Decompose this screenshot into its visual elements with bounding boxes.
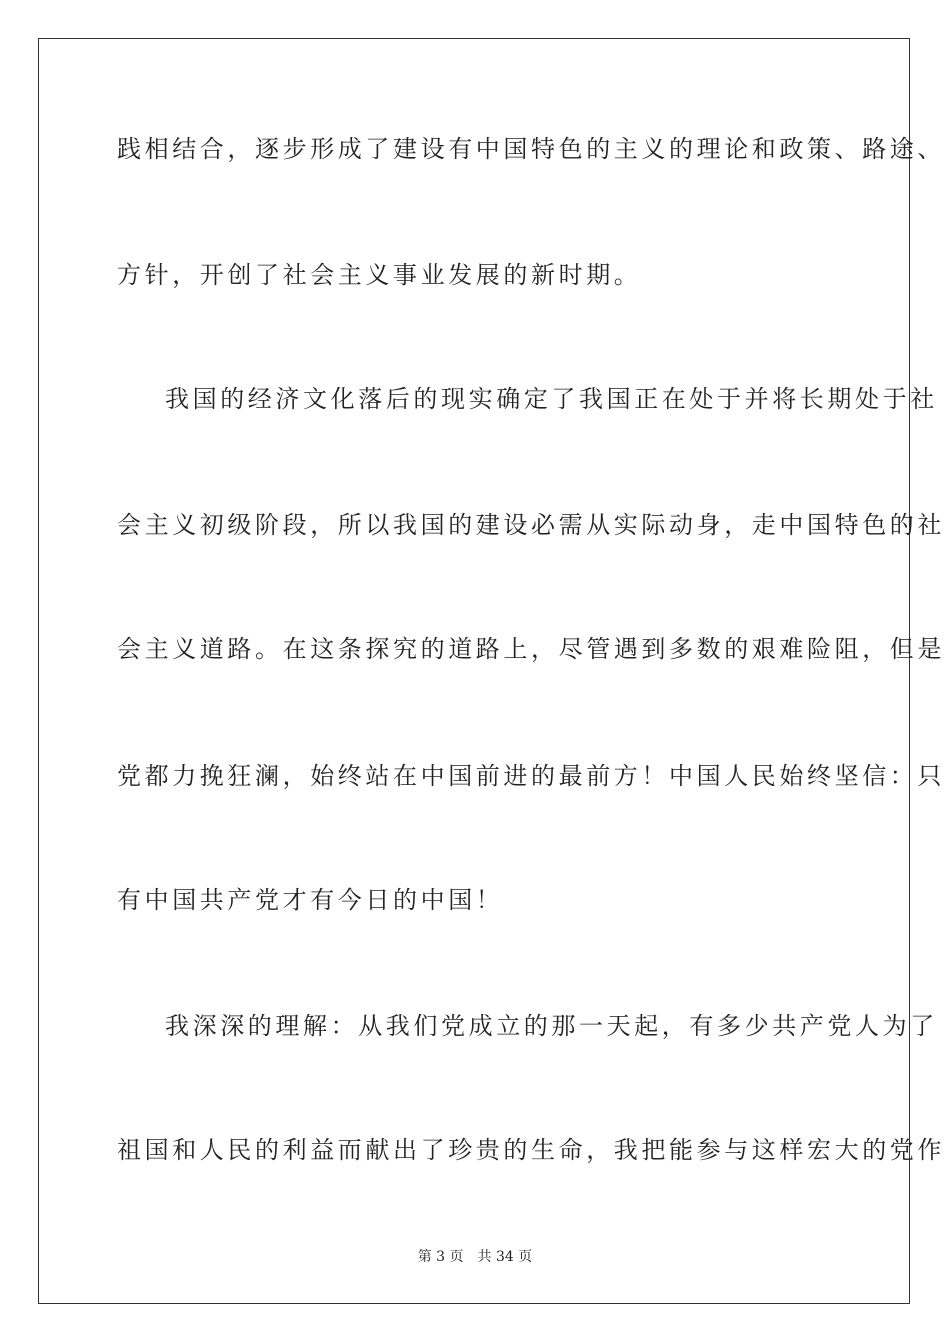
text-line-3: 我国的经济文化落后的现实确定了我国正在处于并将长期处于社 [165,385,938,413]
text-line-4: 会主义初级阶段，所以我国的建设必需从实际动身，走中国特色的社 [117,511,945,539]
text-line-7: 有中国共产党才有今日的中国！ [117,886,504,914]
page-number-footer: 第 3 页 共 34 页 [417,1249,533,1265]
text-line-6: 党都力挽狂澜，始终站在中国前进的最前方！中国人民始终坚信：只 [117,762,945,790]
text-line-9: 祖国和人民的利益而献出了珍贵的生命，我把能参与这样宏大的党作 [117,1136,945,1164]
text-line-2: 方针，开创了社会主义事业发展的新时期。 [117,261,642,289]
text-line-8: 我深深的理解：从我们党成立的那一天起，有多少共产党人为了 [165,1012,938,1040]
text-line-5: 会主义道路。在这条探究的道路上，尽管遇到多数的艰难险阻，但是 [117,635,945,663]
page-border [38,38,910,1304]
text-line-1: 践相结合，逐步形成了建设有中国特色的主义的理论和政策、路途、 [117,135,945,163]
